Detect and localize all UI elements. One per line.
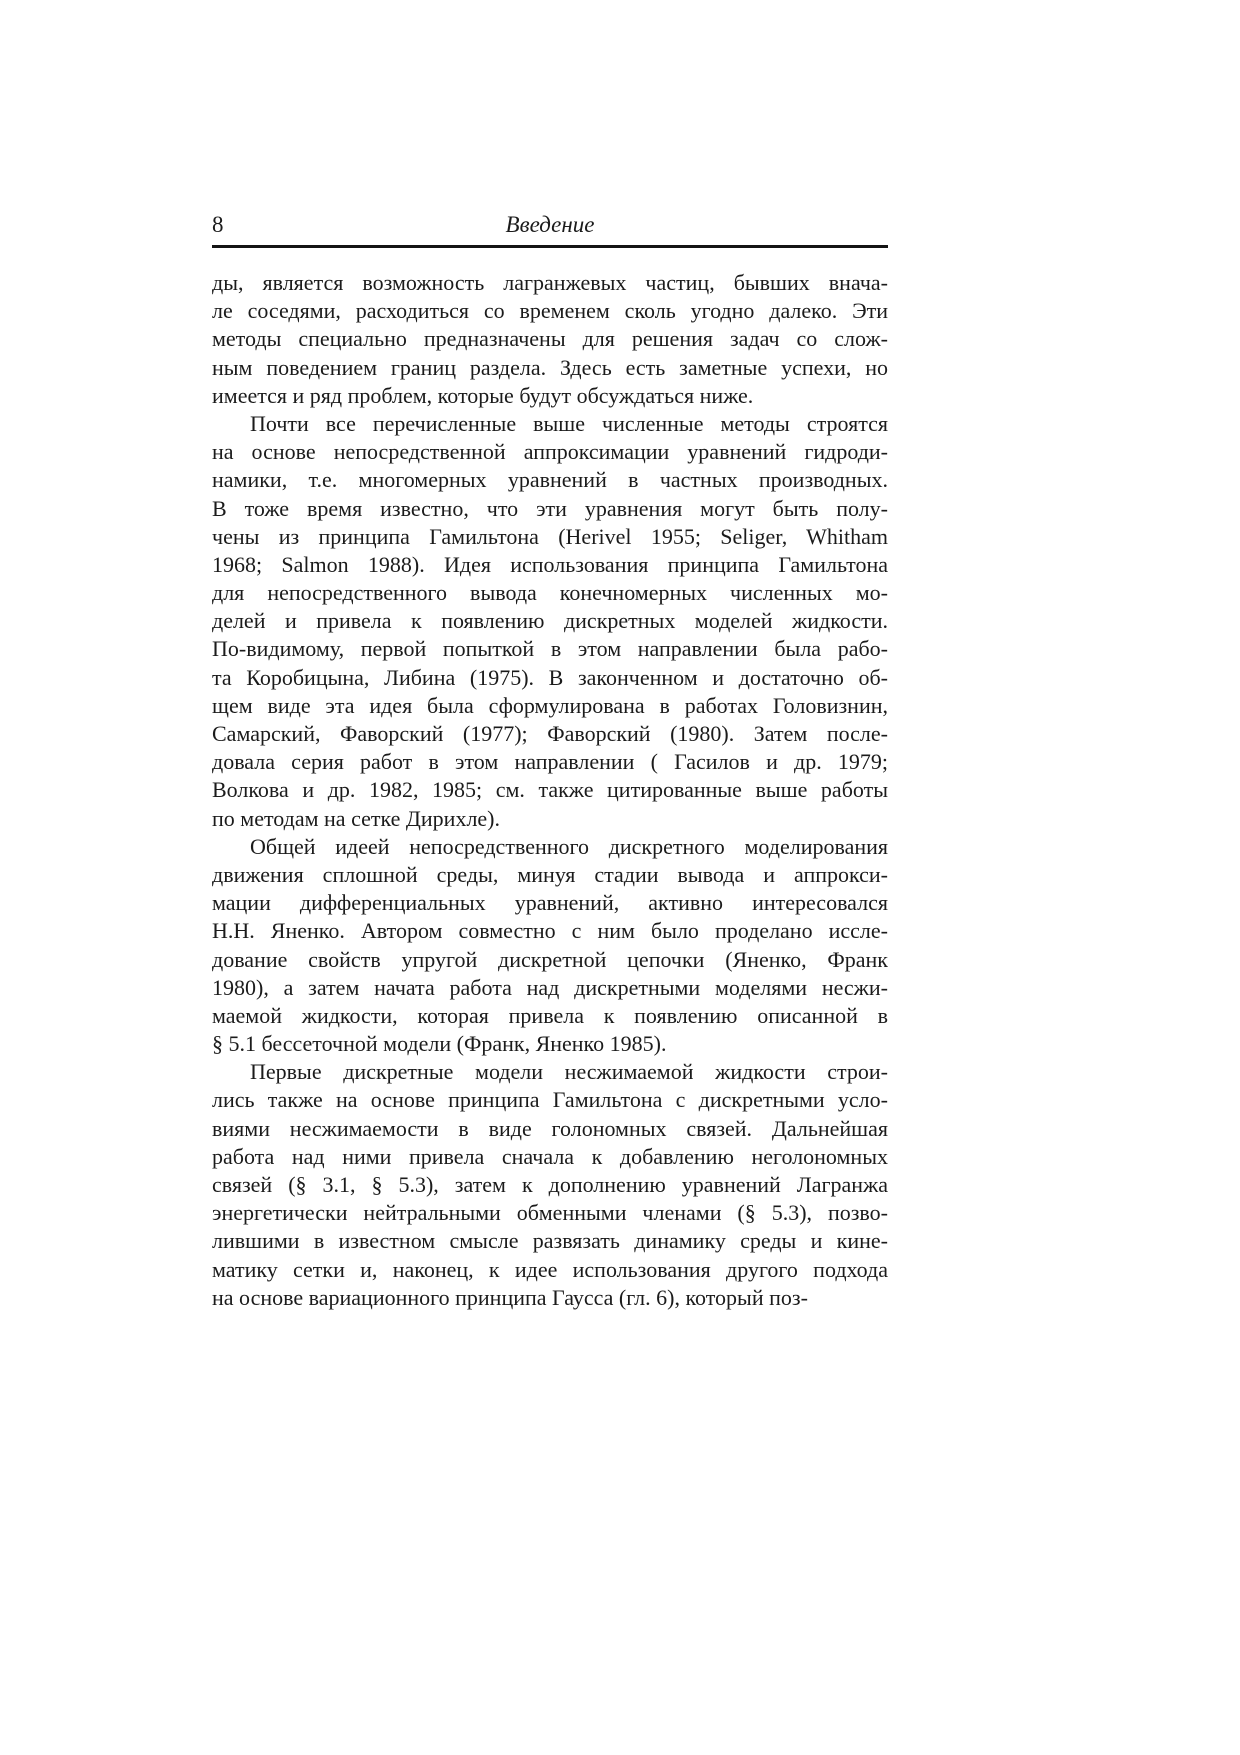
page-body [212,269,888,1312]
text-line: Почти все перечисленные выше численные методы строятся [250,410,888,436]
text-line: для непосредственного вывода конечномерных численных мо- [212,580,888,606]
text-line: движения сплошной среды, минуя стадии вывода и аппрокси- [212,861,888,887]
text-line: Первые дискретные модели несжимаемой жидкости строи- [250,1059,888,1085]
text-line: ле соседями, расходиться со временем сколь угодно далеко. Эти [212,298,888,324]
text-line: на основе непосредственной аппроксимации уравнений гидроди- [212,439,888,465]
header-rule [212,245,888,248]
paragraph [212,410,888,833]
text-line: энергетически нейтральными обменными членами (§ 5.3), позво- [212,1200,888,1226]
text-line: Н.Н. Яненко. Автором совместно с ним было проделано иссле- [212,918,888,944]
text-line: дование свойств упругой дискретной цепочки (Яненко, Франк [212,946,888,972]
text-line: лись также на основе принципа Гамильтона с дискретными усло- [212,1087,888,1113]
text-line: § 5.1 бессеточной модели (Франк, Яненко 1985). [212,1031,667,1057]
text-line: маемой жидкости, которая привела к появлению описанной в [212,1002,888,1028]
text-line: довала серия работ в этом направлении ( Гасилов и др. 1979; [212,749,888,775]
text-line: связей (§ 3.1, § 5.3), затем к дополнению уравнений Лагранжа [212,1172,888,1197]
running-title: Введение [505,212,595,237]
text-line: ным поведением границ раздела. Здесь есть заметные успехи, но [212,354,888,380]
text-line: Самарский, Фаворский (1977); Фаворский (1980). Затем после- [212,721,888,746]
text-line: ды, является возможность лагранжевых частиц, бывших внача- [212,270,888,295]
text-line: на основе вариационного принципа Гаусса (гл. 6), который поз- [212,1284,808,1310]
paragraph [212,833,888,1059]
text-line: мации дифференциальных уравнений, активно интересовался [212,890,888,916]
text-line: по методам на сетке Дирихле). [212,805,501,831]
text-line: чены из принципа Гамильтона (Herivel 1955; Seliger, Whitham [212,523,888,549]
text-line: щем виде эта идея была сформулирована в работах Головизнин, [212,692,888,718]
text-line: лившими в известном смысле развязать динамику среды и кине- [212,1228,888,1254]
text-line: 1980), а затем начата работа над дискретными моделями несжи- [212,974,888,1000]
text-line: работа над ними привела сначала к добавлению неголономных [212,1143,888,1169]
text-line: 1968; Salmon 1988). Идея использования принципа Гамильтона [212,551,888,577]
text-line: Общей идеей непосредственного дискретного моделирования [250,833,888,859]
text-column [212,208,888,1312]
text-line: По-видимому, первой попыткой в этом направлении была рабо- [212,636,888,662]
text-line: имеется и ряд проблем, которые будут обсуждаться ниже. [212,382,754,408]
page-number: 8 [212,212,224,237]
text-line: В тоже время известно, что эти уравнения могут быть полу- [212,495,888,521]
text-line: матику сетки и, наконец, к идее использования другого подхода [212,1256,888,1282]
paragraph [212,1058,888,1312]
text-line: методы специально предназначены для решения задач со слож- [212,326,888,352]
running-head [212,208,888,242]
text-line: намики, т.е. многомерных уравнений в частных производных. [212,467,888,493]
text-line: Волкова и др. 1982, 1985; см. также цитированные выше работы [212,777,888,803]
paragraph [212,269,888,410]
text-line: виями несжимаемости в виде голономных связей. Дальнейшая [212,1115,888,1141]
text-line: делей и привела к появлению дискретных моделей жидкости. [212,608,888,634]
text-line: та Коробицына, Либина (1975). В законченном и достаточно об- [212,664,888,690]
